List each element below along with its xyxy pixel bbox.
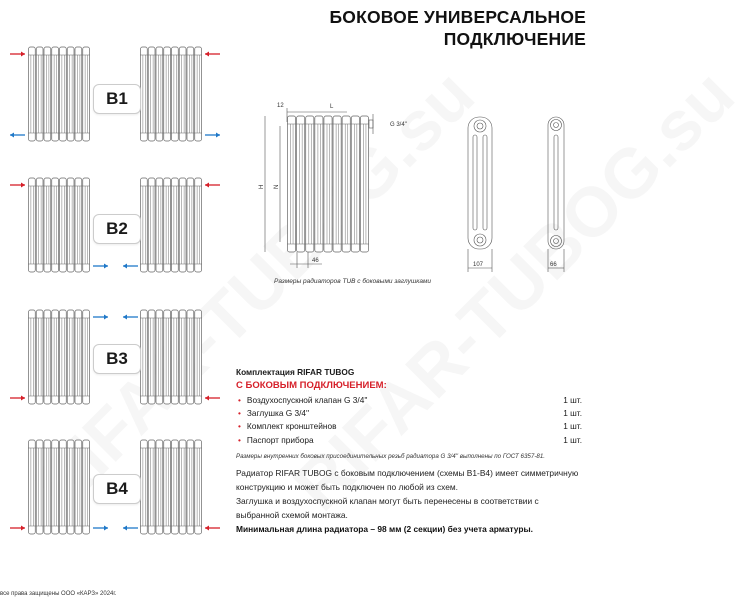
radiator-section: [297, 116, 305, 252]
return-arrow-icon: [93, 315, 108, 320]
kit-note: Размеры внутренних боковых присоединительных резьб радиатора G 3/4'' выполнены по ГОСТ 6357-81.: [236, 452, 545, 460]
radiator-icon: [140, 178, 202, 272]
supply-arrow-icon: [205, 52, 220, 57]
radiator-icon: [28, 440, 90, 534]
radiator-section: [36, 47, 43, 141]
radiator-section: [75, 178, 82, 272]
kit-item: [236, 435, 582, 448]
radiator-section: [164, 440, 171, 534]
kit-item-label: Воздухоспускной клапан G 3/4'': [246, 395, 368, 405]
radiator-section: [351, 116, 359, 252]
radiator-section: [83, 310, 90, 404]
kit-list: [236, 395, 582, 448]
radiator-section: [195, 178, 202, 272]
dim-offset-label: 12: [277, 103, 284, 109]
dim-axis-label: N: [274, 184, 280, 189]
radiator-section: [324, 116, 332, 252]
kit-item-name: [238, 421, 337, 434]
radiator-section: [172, 178, 179, 272]
radiator-section: [67, 440, 74, 534]
radiator-front-view: [287, 116, 369, 252]
return-arrow-icon: [10, 133, 25, 138]
radiator-section: [187, 310, 194, 404]
kit-item-name: [238, 395, 368, 408]
kit-section: [236, 367, 582, 460]
kit-item-name: [238, 408, 309, 421]
radiator-section: [29, 178, 36, 272]
description: [236, 466, 582, 536]
radiator-section: [36, 440, 43, 534]
radiator-section: [187, 178, 194, 272]
radiator-section: [141, 178, 148, 272]
radiator-section: [187, 47, 194, 141]
radiator-section: [44, 310, 51, 404]
radiator-section: [195, 47, 202, 141]
kit-item-label: Заглушка G 3/4'': [246, 408, 310, 419]
radiator-section: [315, 116, 323, 252]
kit-item-qty: 1 шт.: [563, 408, 582, 419]
depth-narrow-label: 66: [550, 262, 557, 268]
radiator-section: [172, 440, 179, 534]
bullet-icon: •: [238, 408, 241, 419]
radiator-section: [164, 310, 171, 404]
supply-arrow-icon: [10, 526, 25, 531]
dim-pitch-label: 46: [312, 258, 319, 264]
radiator-section: [83, 47, 90, 141]
scheme-label-b1: B1: [93, 84, 141, 114]
radiator-section: [83, 178, 90, 272]
kit-item-label: Комплект кронштейнов: [246, 421, 337, 432]
scheme-label-b3: B3: [93, 344, 141, 374]
kit-item-qty: 1 шт.: [563, 421, 582, 432]
radiator-section: [44, 178, 51, 272]
radiator-section: [29, 440, 36, 534]
radiator-section: [360, 116, 368, 252]
radiator-section: [60, 47, 67, 141]
radiator-section: [60, 178, 67, 272]
radiator-icon: [140, 440, 202, 534]
radiator-section: [156, 440, 163, 534]
radiator-section: [164, 47, 171, 141]
kit-subtitle: С БОКОВЫМ ПОДКЛЮЧЕНИЕМ:: [236, 380, 387, 391]
description-p1: Радиатор RIFAR TUBOG с боковым подключением (схемы B1-B4) имеет симметричную конструкцию и может быть подключен по любой из схем.: [236, 468, 579, 492]
radiator-section: [195, 310, 202, 404]
return-arrow-icon: [123, 264, 138, 269]
bullet-icon: •: [238, 395, 241, 405]
page-title: [329, 6, 586, 50]
radiator-side-view-narrow: [548, 117, 564, 272]
supply-arrow-icon: [205, 183, 220, 188]
scheme-label-b2: B2: [93, 214, 141, 244]
kit-item-qty: 1 шт.: [563, 434, 582, 445]
radiator-section: [67, 310, 74, 404]
supply-arrow-icon: [10, 52, 25, 57]
radiator-section: [148, 310, 155, 404]
kit-item: [236, 408, 582, 421]
supply-arrow-icon: [205, 396, 220, 401]
radiator-section: [148, 440, 155, 534]
radiator-section: [156, 310, 163, 404]
radiator-section: [75, 47, 82, 141]
radiator-section: [36, 178, 43, 272]
depth-wide-label: 107: [473, 262, 484, 268]
return-arrow-icon: [123, 315, 138, 320]
radiator-section: [156, 178, 163, 272]
radiator-section: [195, 440, 202, 534]
return-arrow-icon: [205, 133, 220, 138]
return-arrow-icon: [123, 526, 138, 531]
description-p2: Заглушка и воздухоспускной клапан могут быть перенесены в соответствии с выбранной схемой монтажа.: [236, 496, 539, 520]
supply-arrow-icon: [205, 526, 220, 531]
title-line-1: БОКОВОЕ УНИВЕРСАЛЬНОЕ: [329, 7, 586, 27]
radiator-section: [36, 310, 43, 404]
radiator-icon: [28, 178, 90, 272]
radiator-section: [288, 116, 296, 252]
kit-item-name: [238, 435, 314, 448]
radiator-section: [179, 440, 186, 534]
radiator-section: [75, 440, 82, 534]
radiator-section: [60, 310, 67, 404]
radiator-section: [148, 178, 155, 272]
bullet-icon: •: [238, 434, 241, 445]
radiator-icon: [140, 47, 202, 141]
radiator-section: [148, 47, 155, 141]
radiator-section: [52, 178, 59, 272]
radiator-section: [67, 47, 74, 141]
kit-item-label: Паспорт прибора: [246, 434, 314, 445]
radiator-section: [141, 440, 148, 534]
description-p3: Минимальная длина радиатора – 98 мм (2 секции) без учета арматуры.: [236, 524, 533, 534]
drawing-caption: Размеры радиаторов TUB с боковыми заглушками: [274, 278, 432, 285]
radiator-section: [52, 310, 59, 404]
supply-arrow-icon: [10, 396, 25, 401]
radiator-icon: [287, 116, 369, 252]
scheme-label-b4: B4: [93, 474, 141, 504]
radiator-icon: [28, 310, 90, 404]
radiator-section: [60, 440, 67, 534]
radiator-section: [29, 310, 36, 404]
kit-item-qty: 1 шт.: [563, 395, 582, 405]
radiator-icon: [140, 310, 202, 404]
radiator-section: [172, 47, 179, 141]
radiator-section: [75, 310, 82, 404]
radiator-icon: [28, 47, 90, 141]
radiator-section: [141, 47, 148, 141]
dimension-drawing: [260, 92, 600, 277]
radiator-section: [83, 440, 90, 534]
radiator-section: [179, 310, 186, 404]
kit-item: [236, 395, 582, 408]
radiator-section: [342, 116, 350, 252]
radiator-section: [164, 178, 171, 272]
radiator-section: [179, 47, 186, 141]
radiator-section: [52, 47, 59, 141]
dim-height-label: H: [259, 184, 265, 189]
supply-arrow-icon: [10, 183, 25, 188]
bullet-icon: •: [238, 421, 241, 432]
radiator-section: [156, 47, 163, 141]
radiator-section: [44, 440, 51, 534]
return-arrow-icon: [93, 526, 108, 531]
kit-title: Комплектация RIFAR TUBOG: [236, 367, 355, 377]
title-line-2: ПОДКЛЮЧЕНИЕ: [443, 29, 586, 49]
radiator-side-view-wide: [468, 117, 492, 272]
radiator-section: [172, 310, 179, 404]
radiator-section: [179, 178, 186, 272]
radiator-section: [333, 116, 341, 252]
radiator-section: [29, 47, 36, 141]
copyright: все права защищены ООО «КАРЗ» 2024г.: [0, 591, 117, 597]
radiator-section: [187, 440, 194, 534]
return-arrow-icon: [93, 264, 108, 269]
radiator-section: [67, 178, 74, 272]
kit-item: [236, 421, 582, 434]
radiator-section: [141, 310, 148, 404]
thread-label: G 3/4'': [390, 122, 407, 128]
radiator-section: [52, 440, 59, 534]
dim-length-label: L: [330, 104, 334, 110]
radiator-section: [306, 116, 314, 252]
radiator-section: [44, 47, 51, 141]
